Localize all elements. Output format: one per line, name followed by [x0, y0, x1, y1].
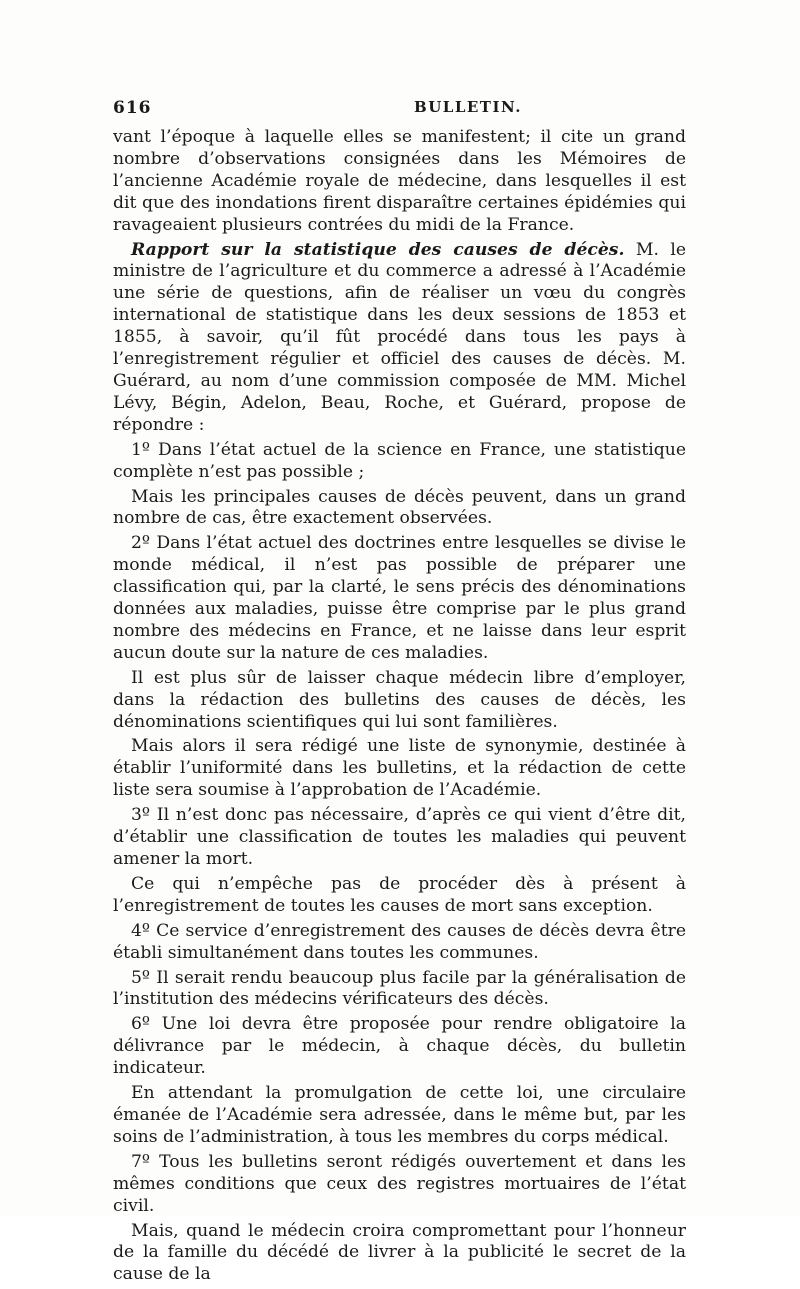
paragraph-text: Mais les principales causes de décès peuvent, dans un grand nombre de cas, être exactement observées. — [113, 486, 686, 529]
paragraph — [113, 1152, 686, 1218]
paragraph-text: 3º Il n’est donc pas nécessaire, d’après ce qui vient d’être dit, d’établir une classification de toutes les maladies qui peuvent amener la mort. — [113, 805, 686, 869]
paragraph-text: 6º Une loi devra être proposée pour rendre obligatoire la délivrance par le médecin, à chaque décès, du bulletin indicateur. — [113, 1014, 686, 1079]
paragraph — [113, 1221, 686, 1287]
paragraph — [113, 487, 686, 531]
paragraph-rapport — [113, 240, 686, 437]
paragraph — [113, 533, 686, 664]
paragraph-text: Mais, quand le médecin croira compromettant pour l’honneur de la famille du décédé de livrer à la publicité le secret de la cause de la — [113, 1220, 686, 1285]
paragraph-text: 2º Dans l’état actuel des doctrines entre lesquelles se divise le monde médical, il n’est pas possible de préparer une classification qui, par la clarté, le sens précis des dénominations données aux maladies, puisse être comprise par le plus grand nombre des médecins en France, et ne laisse dans leur esprit aucun doute sur la nature de ces maladies. — [113, 533, 686, 663]
paragraph — [113, 440, 686, 484]
paragraph-text: 1º Dans l’état actuel de la science en France, une statistique complète n’est pas possible ; — [113, 439, 686, 482]
paragraph-text: 4º Ce service d’enregistrement des causes de décès devra être établi simultanément dans toutes les communes. — [113, 920, 686, 963]
paragraph — [113, 736, 686, 802]
paragraph — [113, 1014, 686, 1080]
paragraph — [113, 874, 686, 918]
page-header — [113, 98, 686, 120]
paragraph — [113, 968, 686, 1012]
paragraph — [113, 921, 686, 965]
paragraph-text: En attendant la promulgation de cette loi, une circulaire émanée de l’Académie sera adressée, dans le même but, par les soins de l’administration, à tous les membres du corps médical. — [113, 1083, 686, 1147]
paragraph-text: M. le ministre de l’agriculture et du commerce a adressé à l’Académie une série de questions, afin de réaliser un vœu du congrès international de statistique dans les deux sessions de 1853 et 1855, à savoir, qu’il fût procédé dans tous les pays à l’enregistrement régulier et officiel des causes de décès. M. Guérard, au nom d’une commission composée de MM. Michel Lévy, Bégin, Adelon, Beau, Roche, et Guérard, propose de répondre : — [113, 239, 686, 435]
paragraph-text: 5º Il serait rendu beaucoup plus facile par la généralisation de l’institution des médecins vérificateurs des décès. — [113, 967, 686, 1010]
section-lead: Rapport sur la statistique des causes de décès. — [131, 239, 625, 260]
page-number: 616 — [113, 98, 152, 118]
paragraph-text: 7º Tous les bulletins seront rédigés ouvertement et dans les mêmes conditions que ceux des registres mortuaires de l’état civil. — [113, 1151, 686, 1216]
paragraph-text: Mais alors il sera rédigé une liste de synonymie, destinée à établir l’uniformité dans les bulletins, et la rédaction de cette liste sera soumise à l’approbation de l’Académie. — [113, 736, 686, 801]
paragraph-text: Ce qui n’empêche pas de procéder dès à présent à l’enregistrement de toutes les causes de mort sans exception. — [113, 873, 686, 916]
body-text — [113, 127, 686, 1289]
paragraph-text: Il est plus sûr de laisser chaque médecin libre d’employer, dans la rédaction des bulletins des causes de décès, les dénominations scientifiques qui lui sont familières. — [113, 667, 686, 732]
paragraph — [113, 805, 686, 871]
running-title: BULLETIN. — [414, 98, 522, 116]
paragraph — [113, 127, 686, 237]
paragraph-text: vant l’époque à laquelle elles se manifestent; il cite un grand nombre d’observations consignées dans les Mémoires de l’ancienne Académie royale de médecine, dans lesquelles il est dit que des inondations firent disparaître certaines épidémies qui ravageaient plusieurs contrées du midi de la France. — [113, 127, 686, 235]
paragraph — [113, 668, 686, 734]
paragraph — [113, 1083, 686, 1149]
